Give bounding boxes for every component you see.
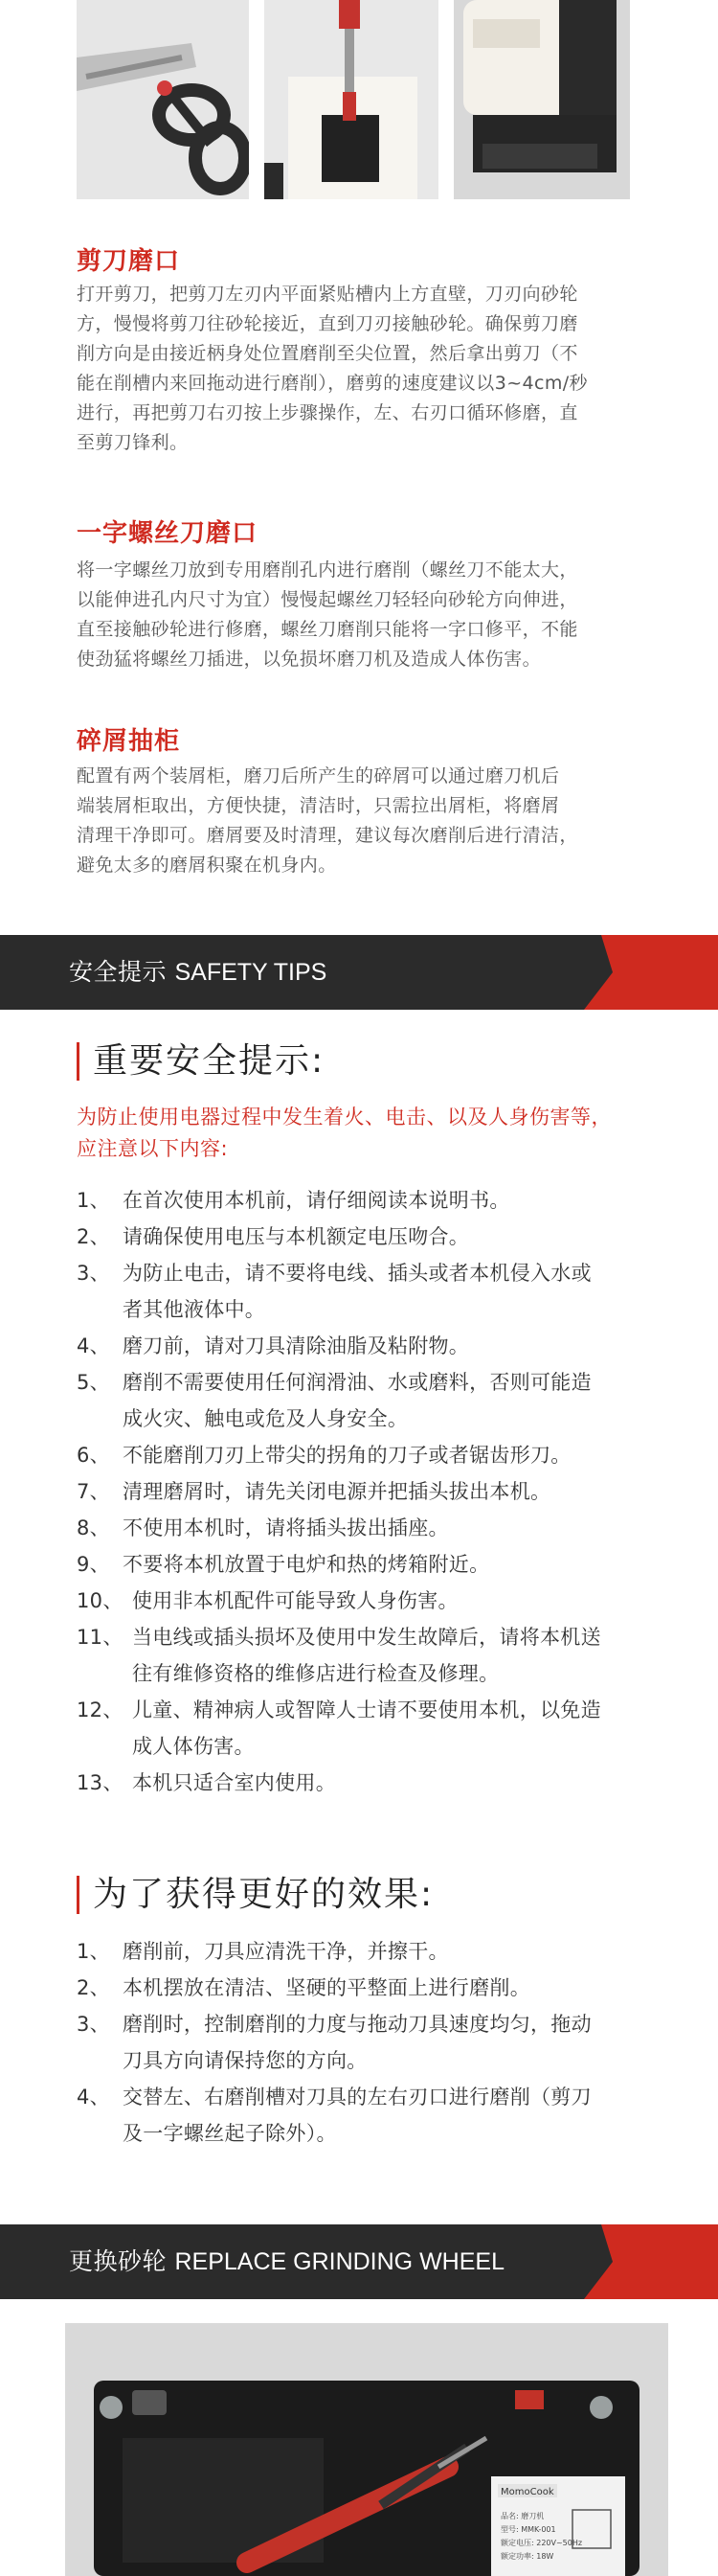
label-brand: MomoCook xyxy=(501,2487,554,2497)
screwdriver-sharpening-photo xyxy=(264,0,438,199)
label-line: 额定电压: 220V~50Hz xyxy=(501,2539,583,2547)
debris-drawer-photo xyxy=(454,0,630,199)
list-item: 12、 儿童、精神病人或智障人士请不要使用本机，以免造 成人体伤害。 xyxy=(77,1698,601,1758)
list-item: 2、 请确保使用电压与本机额定电压吻合。 xyxy=(77,1225,470,1248)
list-item: 11、 当电线或插头损坏及使用中发生故障后，请将本机送 往有维修资格的维修店进行检查及修理。 xyxy=(77,1626,601,1685)
safety-warning-note xyxy=(77,1102,651,1165)
text-line: 至剪刀锋利。 xyxy=(77,432,189,453)
list-item: 9、 不要将本机放置于电炉和热的烤箱附近。 xyxy=(77,1553,490,1576)
list-item: 3、 磨削时，控制磨削的力度与拖动刀具速度均匀，拖动 刀具方向请保持您的方向。 xyxy=(77,2013,592,2072)
list-item: 13、 本机只适合室内使用。 xyxy=(77,1771,336,1794)
list-item: 10、 使用非本机配件可能导致人身伤害。 xyxy=(77,1589,459,1612)
banner-title-en: REPLACE GRINDING WHEEL xyxy=(174,2248,505,2275)
text-line: 使劲猛将螺丝刀插进，以免损坏磨刀机及造成人体伤害。 xyxy=(77,649,542,670)
banner-title-en: SAFETY TIPS xyxy=(174,959,327,986)
text-line: 能在削槽内来回拖动进行磨削），磨剪的速度建议以3~4cm/秒 xyxy=(77,373,588,394)
text-line: 配置有两个装屑柜，磨刀后所产生的碎屑可以通过磨刀机后 xyxy=(77,765,560,786)
better-results-heading: 为了获得更好的效果: xyxy=(77,1876,434,1914)
label-line: 型号: MMK-001 xyxy=(501,2525,556,2534)
list-item: 1、 磨削前，刀具应清洗干净，并擦干。 xyxy=(77,1940,449,1963)
text-line: 为防止使用电器过程中发生着火、电击、以及人身伤害等， xyxy=(77,1106,612,1128)
text-line: 避免太多的磨屑积聚在机身内。 xyxy=(77,855,337,876)
replace-wheel-banner xyxy=(0,2224,718,2299)
grinding-wheel-photo xyxy=(65,2323,668,2576)
list-item: 3、 为防止电击，请不要将电线、插头或者本机侵入水或 者其他液体中。 xyxy=(77,1262,592,1321)
text-line: 以能伸进孔内尺寸为宜）慢慢起螺丝刀轻轻向砂轮方向伸进， xyxy=(77,589,578,610)
text-line: 进行，再把剪刀右刃按上步骤操作，左、右刃口循环修磨，直 xyxy=(77,402,578,423)
list-item: 4、 交替左、右磨削槽对刀具的左右刃口进行磨削（剪刀 及一字螺丝起子除外）。 xyxy=(77,2086,592,2145)
safety-tips-banner xyxy=(0,935,718,1010)
drawer-section-title: 碎屑抽柜 xyxy=(77,727,181,756)
scissors-sharpening-photo xyxy=(77,0,249,199)
text-line: 应注意以下内容: xyxy=(77,1137,229,1160)
banner-title xyxy=(69,2224,505,2299)
banner-accent-icon xyxy=(584,2224,718,2299)
safety-list xyxy=(77,1182,651,1801)
text-line: 直至接触砂轮进行修磨，螺丝刀磨削只能将一字口修平，不能 xyxy=(77,619,578,640)
list-item: 8、 不使用本机时，请将插头拔出插座。 xyxy=(77,1516,449,1539)
text-line: 打开剪刀，把剪刀左刃内平面紧贴槽内上方直壁，刀刃向砂轮 xyxy=(77,284,578,305)
label-line: 品名: 磨刀机 xyxy=(501,2512,545,2520)
list-item: 2、 本机摆放在清洁、坚硬的平整面上进行磨削。 xyxy=(77,1976,530,1999)
text-line: 清理干净即可。磨屑要及时清理，建议每次磨削后进行清洁， xyxy=(77,825,578,846)
important-safety-heading: 重要安全提示: xyxy=(77,1042,325,1081)
drawer-description xyxy=(77,762,634,880)
text-line: 方，慢慢将剪刀往砂轮接近，直到刀刃接触砂轮。确保剪刀磨 xyxy=(77,313,578,334)
screwdriver-section-title: 一字螺丝刀磨口 xyxy=(77,519,258,548)
banner-title-cn: 安全提示 xyxy=(69,958,168,986)
list-item: 4、 磨刀前，请对刀具清除油脂及粘附物。 xyxy=(77,1334,470,1357)
banner-accent-icon xyxy=(584,935,718,1010)
banner-title-cn: 更换砂轮 xyxy=(69,2247,168,2275)
text-line: 削方向是由接近柄身处位置磨削至尖位置，然后拿出剪刀（不 xyxy=(77,343,578,364)
label-line: 额定功率: 18W xyxy=(501,2552,554,2561)
text-line: 将一字螺丝刀放到专用磨削孔内进行磨削（螺丝刀不能太大， xyxy=(77,559,578,581)
product-photos xyxy=(77,0,630,199)
list-item: 1、 在首次使用本机前，请仔细阅读本说明书。 xyxy=(77,1189,510,1212)
scissors-section-title: 剪刀磨口 xyxy=(77,247,181,276)
text-line: 端装屑柜取出，方便快捷，清洁时，只需拉出屑柜，将磨屑 xyxy=(77,795,560,816)
list-item: 7、 清理磨屑时，请先关闭电源并把插头拔出本机。 xyxy=(77,1480,551,1503)
list-item: 6、 不能磨削刀刃上带尖的拐角的刀子或者锯齿形刀。 xyxy=(77,1444,572,1467)
better-results-list xyxy=(77,1933,651,2152)
screwdriver-description xyxy=(77,556,634,674)
banner-title xyxy=(69,935,326,1010)
scissors-description xyxy=(77,280,634,458)
list-item: 5、 磨削不需要使用任何润滑油、水或磨料，否则可能造 成火灾、触电或危及人身安全。 xyxy=(77,1371,592,1430)
